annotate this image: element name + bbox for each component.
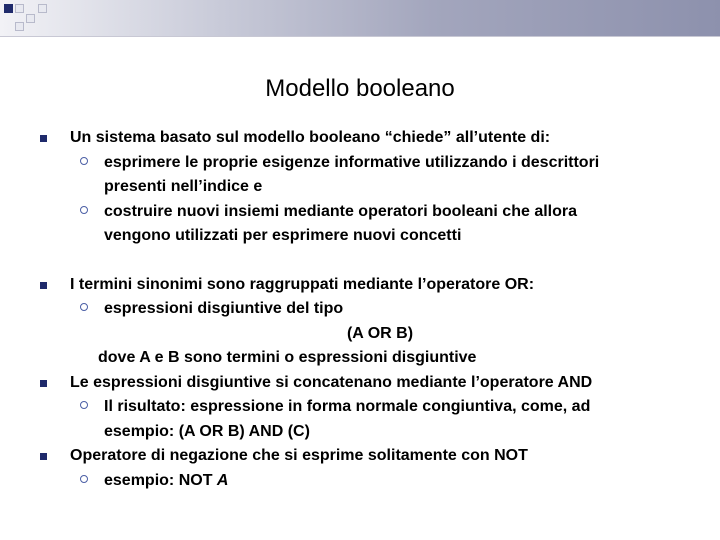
spacer (40, 249, 680, 273)
sub-bullet-continuation (40, 175, 680, 200)
header-divider (0, 36, 720, 37)
sub-bullet-text: presenti nell’indice e (104, 178, 263, 195)
header-band (0, 0, 720, 36)
bullet-text: I termini sinonimi sono raggruppati mediante l’operatore OR: (70, 275, 535, 293)
corner-square-decoration (15, 22, 24, 31)
continuation-text: dove A e B sono termini o espressioni disgiuntive (98, 349, 477, 366)
bullet-item (40, 444, 680, 469)
sub-bullet-item (40, 200, 680, 225)
sub-bullet-item (40, 151, 680, 176)
bullet-item (40, 126, 680, 151)
sub-bullet-text: esprimere le proprie esigenze informative utilizzando i descrittori (104, 153, 600, 171)
sub-bullet-text: costruire nuovi insiemi mediante operatori booleani che allora (104, 202, 578, 220)
sub-bullet-text: esempio: (A OR B) AND (C) (104, 422, 310, 440)
bullet-item (40, 273, 680, 298)
square-bullet-icon (40, 282, 47, 289)
sub-bullet-continuation (40, 420, 680, 445)
sub-bullet-item (40, 395, 680, 420)
sub-bullet-text (104, 469, 228, 494)
bullet-text: Le espressioni disgiuntive si concatenano mediante l’operatore AND (70, 373, 593, 391)
square-bullet-icon (40, 453, 47, 460)
centered-expression: (A OR B) (346, 324, 414, 342)
example-prefix: esempio: NOT (104, 471, 217, 489)
sub-bullet-text: Il risultato: espressione in forma normale congiuntiva, come, ad (104, 398, 591, 415)
continuation-line (40, 346, 680, 371)
slide-title: Modello booleano (265, 75, 455, 102)
circle-bullet-icon (80, 475, 88, 483)
bullet-text: Un sistema basato sul modello booleano “chiede” all’utente di: (70, 129, 551, 146)
circle-bullet-icon (80, 206, 88, 214)
corner-square-decoration (4, 4, 13, 13)
sub-bullet-continuation (40, 224, 680, 249)
sub-bullet-item (40, 469, 680, 494)
corner-square-decoration (15, 4, 24, 13)
bullet-item (40, 371, 680, 396)
bullet-text: Operatore di negazione che si esprime solitamente con NOT (70, 447, 528, 464)
circle-bullet-icon (80, 157, 88, 165)
circle-bullet-icon (80, 303, 88, 311)
slide-body (40, 126, 680, 493)
sub-bullet-text: vengono utilizzati per esprimere nuovi concetti (104, 227, 462, 244)
square-bullet-icon (40, 135, 47, 142)
centered-expression-line (40, 322, 680, 347)
corner-square-decoration (26, 14, 35, 23)
circle-bullet-icon (80, 401, 88, 409)
sub-bullet-item (40, 297, 680, 322)
sub-bullet-text: espressioni disgiuntive del tipo (104, 300, 344, 317)
example-variable: A (216, 471, 229, 489)
corner-square-decoration (38, 4, 47, 13)
square-bullet-icon (40, 380, 47, 387)
